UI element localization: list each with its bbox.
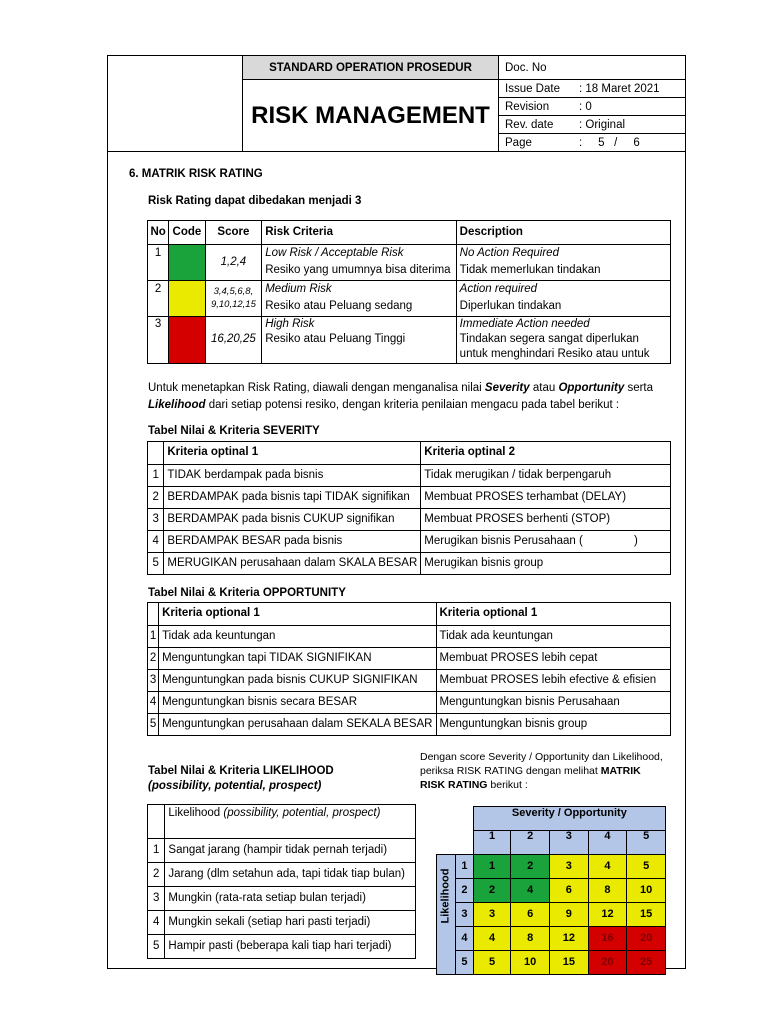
col-header: Kriteria optinal 1	[164, 442, 421, 465]
row-number: 2	[148, 281, 169, 317]
table-row	[148, 553, 671, 575]
table-row	[148, 863, 416, 887]
matrix-col-header: 2	[511, 831, 550, 855]
cell: Merugikan bisnis group	[421, 553, 671, 575]
cell: Mungkin sekali (setiap hari pasti terjadi)	[165, 911, 416, 935]
table-row	[148, 465, 671, 487]
risk-rating-table	[147, 220, 671, 364]
table-row	[148, 281, 671, 317]
cell: BERDAMPAK pada bisnis tapi TIDAK signifikan	[164, 487, 421, 509]
table-row	[148, 245, 671, 281]
cell: BERDAMPAK pada bisnis CUKUP signifikan	[164, 509, 421, 531]
col-header: Kriteria optional 1	[159, 603, 436, 626]
document-meta	[499, 56, 686, 152]
intro-text: atau	[529, 382, 559, 394]
table-row	[148, 487, 671, 509]
cell: Menguntungkan bisnis Perusahaan	[436, 692, 671, 714]
opportunity-table-title: Tabel Nilai & Kriteria OPPORTUNITY	[148, 587, 346, 599]
matrix-col-header: 3	[550, 831, 589, 855]
col-header: Code	[169, 221, 205, 245]
row-number: 5	[148, 935, 165, 959]
table-header-row	[148, 221, 671, 245]
section-heading: 6. MATRIK RISK RATING	[129, 168, 263, 180]
meta-row	[499, 80, 686, 98]
note-bold: RISK RATING	[420, 779, 488, 791]
description-en: No Action Required	[459, 247, 559, 259]
row-number: 1	[148, 465, 164, 487]
section-subheading: Risk Rating dapat dibedakan menjadi 3	[148, 195, 362, 207]
matrix-cell: 16	[588, 927, 627, 951]
matrix-cell: 12	[588, 903, 627, 927]
col-header: Kriteria optinal 2	[421, 442, 671, 465]
matrix-row-header: 3	[456, 903, 474, 927]
matrix-cell: 5	[627, 855, 666, 879]
severity-table	[147, 441, 671, 575]
row-number: 1	[148, 626, 159, 648]
sop-label: STANDARD OPERATION PROSEDUR	[243, 56, 499, 80]
row-number: 5	[148, 553, 164, 575]
matrix-cell: 25	[627, 951, 666, 975]
row-number: 2	[148, 487, 164, 509]
matrix-cell: 8	[511, 927, 550, 951]
matrix-cell: 20	[627, 927, 666, 951]
note-bold: MATRIK	[600, 765, 641, 777]
matrix-row-title: Likelihood	[439, 868, 452, 924]
table-row	[148, 935, 416, 959]
cell: Tidak ada keuntungan	[436, 626, 671, 648]
risk-code-yellow	[169, 281, 205, 317]
risk-score: 16,20,25	[205, 317, 262, 364]
intro-text: Untuk menetapkan Risk Rating, diawali dengan menganalisa nilai	[148, 382, 485, 394]
cell: Merugikan bisnis Perusahaan ( )	[421, 531, 671, 553]
col-header: Kriteria optional 1	[436, 603, 671, 626]
meta-row	[499, 116, 686, 134]
cell: Membuat PROSES lebih cepat	[436, 648, 671, 670]
cell: Menguntungkan perusahaan dalam SEKALA BESAR	[159, 714, 436, 736]
cell: MERUGIKAN perusahaan dalam SKALA BESAR	[164, 553, 421, 575]
intro-text: dari setiap potensi resiko, dengan kriteria penilaian mengacu pada tabel berikut :	[205, 399, 620, 411]
likelihood-table	[147, 804, 416, 959]
table-row	[148, 531, 671, 553]
matrix-col-header: 1	[473, 831, 511, 855]
criteria-en: High Risk	[265, 318, 315, 330]
row-number: 1	[148, 839, 165, 863]
cell: Menguntungkan bisnis secara BESAR	[159, 692, 436, 714]
risk-matrix	[436, 806, 666, 975]
likelihood-header-ital: (possibility, potential, prospect)	[223, 807, 381, 819]
risk-code-red	[169, 317, 205, 364]
cell: Membuat PROSES berhenti (STOP)	[421, 509, 671, 531]
risk-score: 1,2,4	[205, 245, 262, 281]
matrix-cell: 15	[627, 903, 666, 927]
table-row	[148, 887, 416, 911]
table-row	[148, 911, 416, 935]
col-header: Description	[456, 221, 670, 245]
matrix-cell: 4	[588, 855, 627, 879]
row-number: 3	[148, 317, 169, 364]
matrix-cell: 1	[473, 855, 511, 879]
note-line: periksa RISK RATING dengan melihat	[420, 765, 601, 777]
matrix-cell: 4	[473, 927, 511, 951]
table-row	[148, 670, 671, 692]
table-row	[148, 509, 671, 531]
matrix-cell: 2	[473, 879, 511, 903]
col-header: Risk Criteria	[262, 221, 456, 245]
cell: Membuat PROSES lebih efective & efisien	[436, 670, 671, 692]
matrix-cell: 10	[511, 951, 550, 975]
matrix-cell: 20	[588, 951, 627, 975]
matrix-cell: 3	[473, 903, 511, 927]
intro-text: serta	[624, 382, 654, 394]
cell: Membuat PROSES terhambat (DELAY)	[421, 487, 671, 509]
likelihood-table-title: Tabel Nilai & Kriteria LIKELIHOOD	[148, 765, 334, 777]
description-id: Diperlukan tindakan	[459, 300, 562, 312]
matrix-cell: 2	[511, 855, 550, 879]
cell: BERDAMPAK BESAR pada bisnis	[164, 531, 421, 553]
severity-term: Severity	[484, 382, 530, 394]
matrix-row-header: 2	[456, 879, 474, 903]
table-row	[148, 714, 671, 736]
matrix-note	[420, 750, 663, 792]
likelihood-term: Likelihood	[148, 399, 206, 411]
meta-key: Revision	[505, 101, 550, 113]
meta-value: : Original	[579, 119, 626, 131]
matrix-row-header: 5	[456, 951, 474, 975]
matrix-cell: 4	[511, 879, 550, 903]
criteria-id: Resiko atau Peluang Tinggi	[265, 333, 406, 345]
likelihood-header: Likelihood	[168, 807, 224, 819]
matrix-row-title-cell	[437, 855, 456, 975]
cell: Menguntungkan tapi TIDAK SIGNIFIKAN	[159, 648, 436, 670]
meta-value: : 18 Maret 2021	[579, 83, 660, 95]
meta-value: : 0	[579, 101, 592, 113]
meta-key: Issue Date	[505, 83, 560, 95]
cell: Sangat jarang (hampir tidak pernah terjadi)	[165, 839, 416, 863]
cell: Menguntungkan pada bisnis CUKUP SIGNIFIKAN	[159, 670, 436, 692]
matrix-cell: 5	[473, 951, 511, 975]
matrix-col-header: 5	[627, 831, 666, 855]
meta-key: Doc. No	[505, 62, 547, 74]
row-number: 5	[148, 714, 159, 736]
criteria-en: Medium Risk	[265, 283, 332, 295]
meta-row	[499, 56, 686, 80]
likelihood-table-subtitle: (possibility, potential, prospect)	[148, 780, 322, 792]
logo-area	[108, 56, 243, 152]
risk-code-green	[169, 245, 205, 281]
criteria-id: Resiko atau Peluang sedang	[265, 300, 413, 312]
cell: Tidak ada keuntungan	[159, 626, 436, 648]
cell: Menguntungkan bisnis group	[436, 714, 671, 736]
row-number: 2	[148, 863, 165, 887]
row-number: 3	[148, 670, 159, 692]
description-id: Tindakan segera sangat diperlukan untuk menghindari Resiko atau untuk	[459, 333, 650, 360]
row-number: 1	[148, 245, 169, 281]
row-number: 4	[148, 531, 164, 553]
matrix-cell: 15	[550, 951, 589, 975]
matrix-cell: 10	[627, 879, 666, 903]
note-line: Dengan score Severity / Opportunity dan Likelihood,	[420, 751, 663, 763]
matrix-cell: 12	[550, 927, 589, 951]
meta-row	[499, 134, 686, 152]
meta-key: Rev. date	[505, 119, 554, 131]
table-row	[148, 839, 416, 863]
matrix-cell: 9	[550, 903, 589, 927]
matrix-row-header: 4	[456, 927, 474, 951]
row-number: 4	[148, 692, 159, 714]
col-header: Score	[205, 221, 262, 245]
matrix-cell: 8	[588, 879, 627, 903]
meta-row	[499, 98, 686, 116]
severity-table-title: Tabel Nilai & Kriteria SEVERITY	[148, 425, 320, 437]
row-number: 3	[148, 509, 164, 531]
table-row	[148, 317, 671, 364]
opportunity-table	[147, 602, 671, 736]
matrix-cell: 6	[550, 879, 589, 903]
description-id: Tidak memerlukan tindakan	[459, 264, 601, 276]
row-number: 4	[148, 911, 165, 935]
table-row	[148, 692, 671, 714]
note-line: berikut :	[487, 779, 528, 791]
matrix-cell: 3	[550, 855, 589, 879]
intro-paragraph	[148, 380, 678, 414]
matrix-col-header: 4	[588, 831, 627, 855]
meta-value: : 5 / 6	[579, 137, 640, 149]
cell: Mungkin (rata-rata setiap bulan terjadi)	[165, 887, 416, 911]
cell: TIDAK berdampak pada bisnis	[164, 465, 421, 487]
matrix-cell: 6	[511, 903, 550, 927]
document-page	[107, 55, 686, 969]
risk-score: 3,4,5,6,8, 9,10,12,15	[205, 281, 262, 317]
table-header-row	[148, 805, 416, 839]
matrix-col-title: Severity / Opportunity	[473, 807, 665, 831]
meta-key: Page	[505, 137, 532, 149]
cell: Tidak merugikan / tidak berpengaruh	[421, 465, 671, 487]
table-row	[148, 648, 671, 670]
description-en: Action required	[459, 283, 538, 295]
opportunity-term: Opportunity	[558, 382, 625, 394]
cell: Hampir pasti (beberapa kali tiap hari terjadi)	[165, 935, 416, 959]
col-header: No	[148, 221, 169, 245]
row-number: 2	[148, 648, 159, 670]
cell: Jarang (dlm setahun ada, tapi tidak tiap bulan)	[165, 863, 416, 887]
table-row	[148, 626, 671, 648]
description-en: Immediate Action needed	[459, 318, 590, 330]
row-number: 3	[148, 887, 165, 911]
criteria-en: Low Risk / Acceptable Risk	[265, 247, 404, 259]
document-title: RISK MANAGEMENT	[243, 80, 499, 152]
matrix-row-header: 1	[456, 855, 474, 879]
criteria-id: Resiko yang umumnya bisa diterima	[265, 264, 451, 276]
